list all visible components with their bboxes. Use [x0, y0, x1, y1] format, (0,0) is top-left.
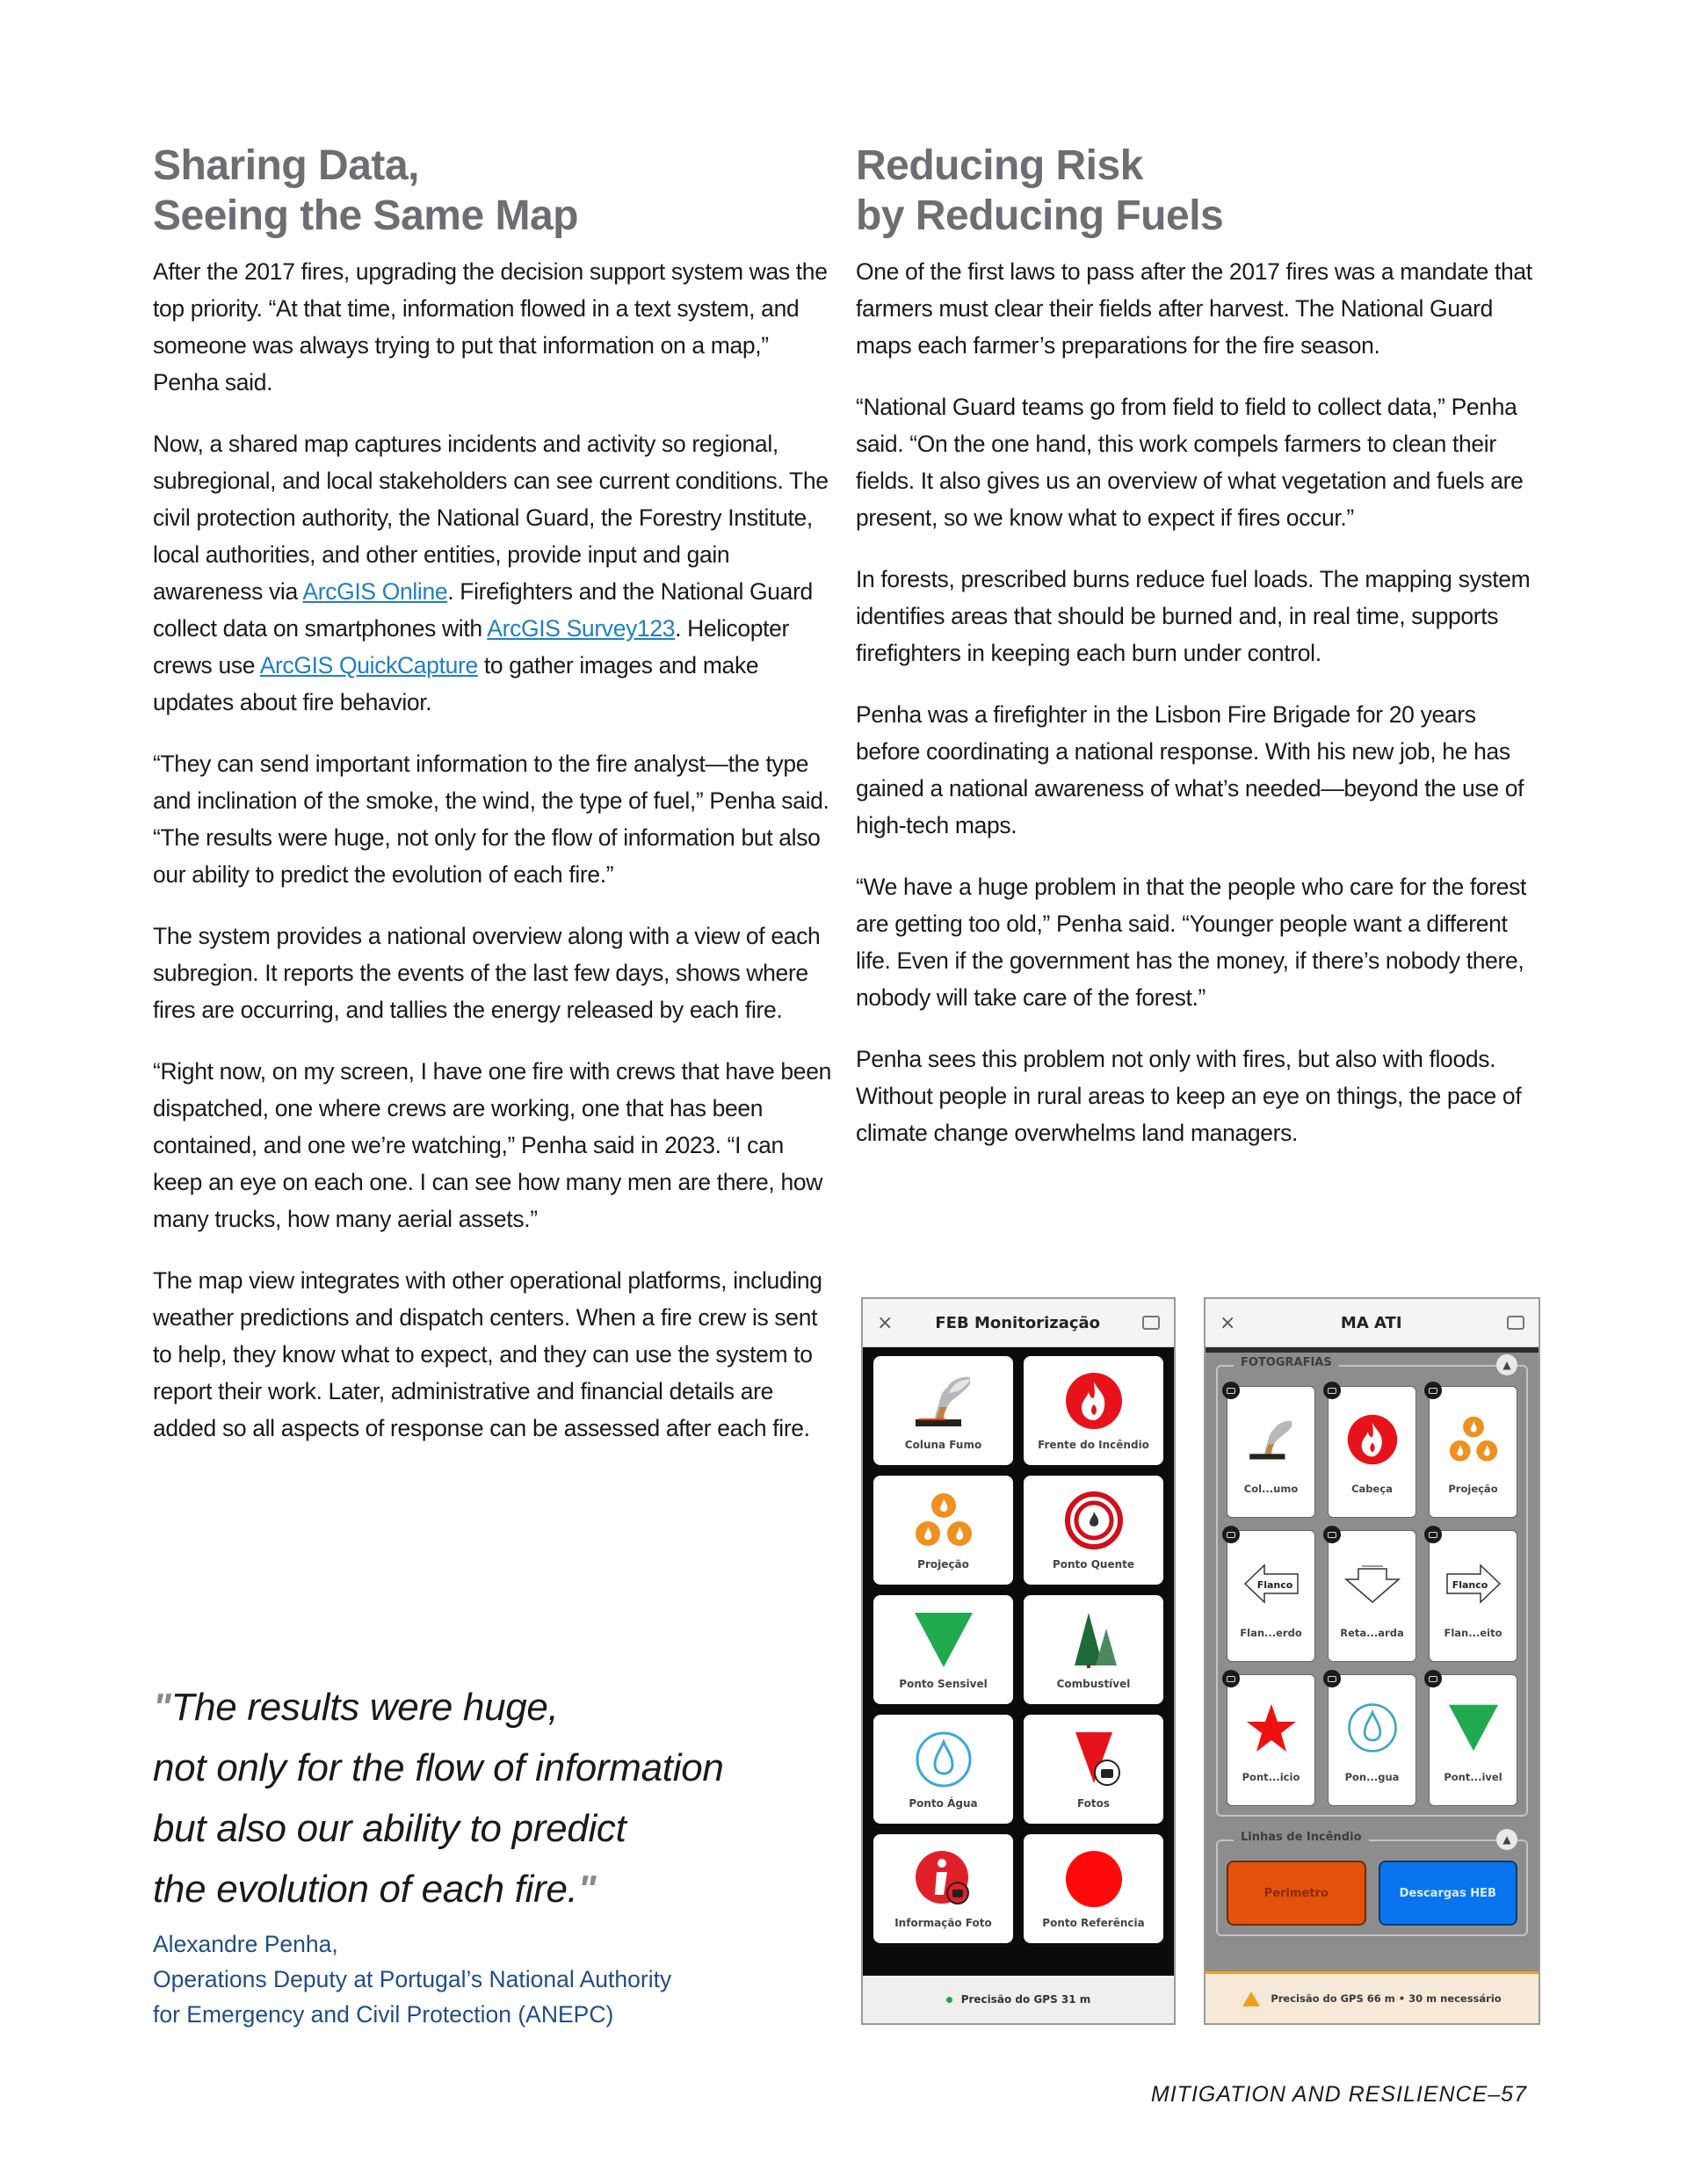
paragraph: Penha sees this problem not only with fires, but also with floods. Without people in rural areas to keep an eye on things, the pace of climate change overwhelms land managers. — [856, 1046, 1522, 1146]
capture-button-coluna-fumo[interactable]: Coluna Fumo — [873, 1356, 1013, 1465]
paragraph: One of the first laws to pass after the 2017 fires was a mandate that farmers must clear their fields after harvest. The National Guard maps each farmer’s preparations for the fire season. — [856, 258, 1532, 359]
capture-button-flanco-direito[interactable]: Flanco Flan...eito — [1429, 1530, 1517, 1662]
left-flank-arrow-icon — [1243, 1553, 1300, 1614]
camera-icon — [1424, 1670, 1442, 1687]
app-header — [863, 1299, 1174, 1347]
group-linhas-de-incendio: Linhas de Incêndio ▲ Perimetro Descargas HEB — [1216, 1839, 1528, 1936]
gps-ok-dot-icon — [946, 1997, 952, 2003]
reference-point-icon — [1064, 1848, 1124, 1910]
gps-status-bar: Precisão do GPS 31 m — [863, 1976, 1174, 2023]
capture-button-ponto-sensivel[interactable]: Pont...ivel — [1429, 1674, 1517, 1806]
capture-button-projecao[interactable]: Projeção — [1429, 1386, 1517, 1518]
expand-icon[interactable] — [1142, 1316, 1160, 1330]
projection-icon — [1447, 1409, 1500, 1470]
paragraph: “They can send important information to the fire analyst—the type and inclination of the smoke, the wind, the type of fuel,” Penha said. “The results were huge, not only for the flow of information but also our ability to predict the evolution of each fire.” — [153, 751, 829, 888]
camera-icon — [1323, 1670, 1341, 1687]
pull-quote — [153, 1677, 821, 2032]
capture-button-fotos[interactable]: Fotos — [1024, 1715, 1163, 1824]
capture-button-ponto-agua[interactable]: Ponto Água — [873, 1715, 1013, 1824]
right-flank-arrow-icon — [1445, 1553, 1502, 1614]
camera-icon — [1323, 1526, 1341, 1543]
warning-icon — [1242, 1992, 1260, 2006]
paragraph: In forests, prescribed burns reduce fuel loads. The mapping system identifies areas that should be burned and, in real time, supports firefighters in keeping each burn under control. — [856, 566, 1531, 666]
camera-icon — [1222, 1526, 1240, 1543]
link-arcgis-quickcapture[interactable]: ArcGIS QuickCapture — [259, 652, 478, 678]
photos-icon — [1063, 1729, 1125, 1790]
paragraph: Penha was a firefighter in the Lisbon Fire Brigade for 20 years before coordinating a national response. With his new job, he has gained a national awareness of what’s needed—beyond the use of high-tech maps. — [856, 701, 1524, 838]
capture-button-projecao[interactable]: Projeção — [873, 1476, 1013, 1585]
info-photo-icon — [914, 1848, 974, 1910]
start-point-star-icon — [1245, 1697, 1298, 1759]
water-point-icon — [1346, 1697, 1399, 1759]
app-title: FEB Monitorização — [935, 1313, 1101, 1332]
group-fotografias: FOTOGRAFIAS ▲ Col...umo Cabeça Projeção Flanco Flan...erdo Reta...arda Flanco Flan...eito Pont...icio Pon...gua Pont...ivel — [1216, 1365, 1528, 1817]
capture-button-flanco-esquerdo[interactable]: Flanco Flan...erdo — [1227, 1530, 1315, 1662]
smoke-column-icon — [1244, 1409, 1299, 1470]
close-icon[interactable]: × — [1220, 1311, 1236, 1334]
capture-button-combustivel[interactable]: Combustível — [1024, 1595, 1163, 1704]
collapse-chevron-up-icon[interactable]: ▲ — [1496, 1354, 1517, 1375]
link-arcgis-online[interactable]: ArcGIS Online — [302, 578, 448, 605]
water-point-icon — [914, 1729, 974, 1790]
phone-screenshot-ma-ati — [1204, 1297, 1540, 2025]
gps-warning-bar: Precisão do GPS 66 m • 30 m necessário — [1206, 1971, 1539, 2023]
sensitive-point-icon — [913, 1609, 974, 1671]
open-quote-mark: " — [153, 1686, 171, 1729]
app-header — [1206, 1299, 1539, 1347]
capture-button-frente-do-incendio[interactable]: Frente do Incêndio — [1024, 1356, 1163, 1465]
collapse-chevron-up-icon[interactable]: ▲ — [1496, 1829, 1517, 1850]
sensitive-point-icon — [1446, 1697, 1501, 1759]
paragraph: The system provides a national overview along with a view of each subregion. It reports the events of the last few days, shows where fires are occurring, and tallies the energy released by each fire. — [153, 923, 821, 1023]
paragraph: “We have a huge problem in that the people who care for the forest are getting too old,” Penha said. “Younger people want a different life. Even if the government has the money, if there’s nobody there, nobody will take care of the forest.” — [856, 874, 1527, 1011]
fire-front-icon — [1064, 1370, 1124, 1432]
paragraph: After the 2017 fires, upgrading the decision support system was the top priority. “At that time, information flowed in a text system, and someone was always trying to put that information on a map,” Penha said. — [153, 258, 828, 395]
svg-text:Flanco: Flanco — [1452, 1579, 1488, 1591]
capture-button-ponto-quente[interactable]: Ponto Quente — [1024, 1476, 1163, 1585]
capture-button-retaguarda[interactable]: Reta...arda — [1328, 1530, 1416, 1662]
right-column — [856, 141, 1541, 1176]
rear-arrow-icon — [1344, 1553, 1401, 1614]
camera-icon — [1424, 1526, 1442, 1543]
capture-button-informacao-foto[interactable]: Informação Foto — [873, 1834, 1013, 1943]
capture-button-ponto-agua[interactable]: Pon...gua — [1328, 1674, 1416, 1806]
camera-icon — [1424, 1382, 1442, 1399]
paragraph: The map view integrates with other operational platforms, including weather predictions and dispatch centers. When a fire crew is sent to help, they know what to expect, and they can use the system to report their work. Later, administrative and financial details are added so all aspects of response can be assessed after each fire. — [153, 1267, 822, 1441]
camera-icon — [1222, 1382, 1240, 1399]
capture-button-ponto-inicio[interactable]: Pont...icio — [1227, 1674, 1315, 1806]
close-quote-mark: " — [577, 1868, 597, 1911]
hot-spot-icon — [1064, 1490, 1124, 1551]
section-heading-reducing-risk: Reducing Risk by Reducing Fuels — [856, 142, 1224, 239]
fire-head-icon — [1346, 1409, 1399, 1470]
page-footer: MITIGATION AND RESILIENCE–57 — [1150, 2082, 1527, 2107]
camera-icon — [1222, 1670, 1240, 1687]
paragraph: Now, a shared map captures incidents and activity so regional, subregional, and local stakeholders can see current conditions. The civil protection authority, the National Guard, the Forestry Institute, local authorities, and other entities, provide input and gain awareness via ArcGIS Online. Firefighters and the National Guard collect data on smartphones with ArcGIS Survey123. Helicopter crews use ArcGIS QuickCapture to gather images and make updates about fire behavior. — [153, 431, 829, 715]
section-heading-sharing-data: Sharing Data, Seeing the Same Map — [153, 142, 578, 239]
fuel-trees-icon — [1068, 1609, 1120, 1671]
pull-quote-text: "The results were huge, not only for the flow of information but also our ability to predict the evolution of each fire." — [153, 1686, 724, 1911]
smoke-column-icon — [909, 1370, 979, 1432]
capture-button-grid — [863, 1347, 1174, 1952]
camera-icon — [1323, 1382, 1341, 1399]
pull-quote-attribution: Alexandre Penha, Operations Deputy at Portugal’s National Authority for Emergency and Civil Protection (ANEPC) — [153, 1931, 672, 2028]
paragraph: “Right now, on my screen, I have one fire with crews that have been dispatched, one where crews are working, one that has been contained, and one we’re watching,” Penha said in 2023. “I can keep an eye on each one. I can see how many men are there, how many trucks, how many aerial assets.” — [153, 1058, 831, 1232]
paragraph: “National Guard teams go from field to field to collect data,” Penha said. “On the one hand, this work compels farmers to clean their fields. It also gives us an overview of what vegetation and fuels are present, so we know what to expect if fires occur.” — [856, 394, 1524, 531]
capture-button-ponto-referencia[interactable]: Ponto Referência — [1024, 1834, 1163, 1943]
phone-screenshot-feb-monitorizacao — [861, 1297, 1176, 2025]
close-icon[interactable]: × — [877, 1311, 894, 1334]
perimeter-line-button[interactable]: Perimetro — [1227, 1861, 1366, 1926]
expand-icon[interactable] — [1507, 1316, 1524, 1330]
left-column — [153, 141, 838, 1471]
heb-discharges-button[interactable]: Descargas HEB — [1379, 1861, 1518, 1926]
capture-button-cabeca[interactable]: Cabeça — [1328, 1386, 1416, 1518]
capture-button-coluna-fumo[interactable]: Col...umo — [1227, 1386, 1315, 1518]
capture-button-ponto-sensivel[interactable]: Ponto Sensivel — [873, 1595, 1013, 1704]
app-title: MA ATI — [1340, 1313, 1402, 1332]
svg-text:Flanco: Flanco — [1256, 1579, 1292, 1591]
link-arcgis-survey123[interactable]: ArcGIS Survey123 — [487, 615, 676, 642]
projection-icon — [913, 1490, 974, 1551]
